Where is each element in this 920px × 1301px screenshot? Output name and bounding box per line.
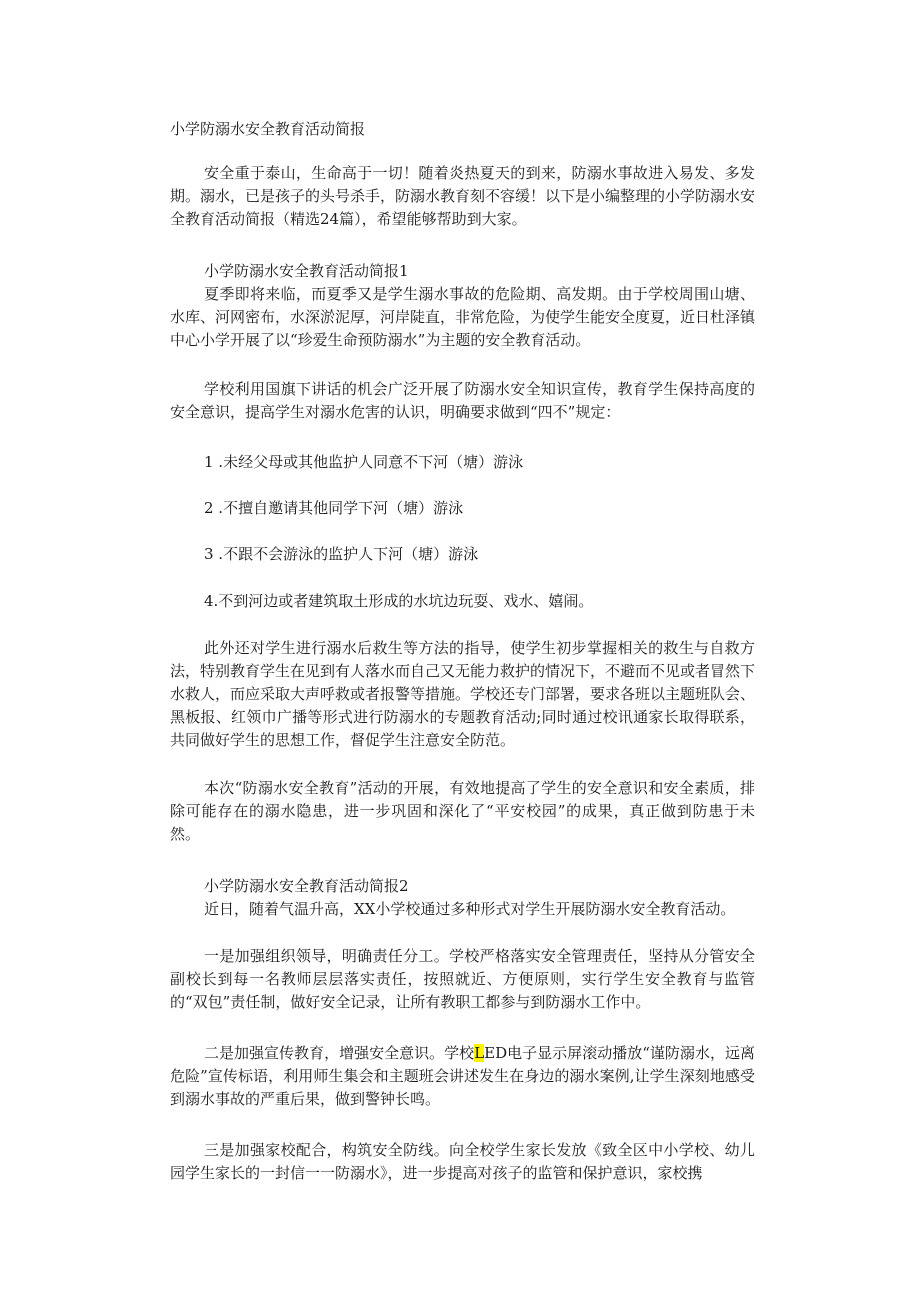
section2-paragraph-2: 一是加强组织领导，明确责任分工。学校严格落实安全管理责任，坚持从分管安全副校长到每一名教师层层落实责任，按照就近、方便原则，实行学生安全教育与监管的“双包”责任制，做好安全记录，让所有教职工都参与到防溺水工作中。 (170, 947, 755, 1011)
section2-paragraph-1: 近日，随着气温升高，XX小学校通过多种形式对学生开展防溺水安全教育活动。 (204, 900, 736, 918)
section1-paragraph-2: 学校利用国旗下讲话的机会广泛开展了防溺水安全知识宣传，教育学生保持高度的安全意识，提高学生对溺水危害的认识，明确要求做到“四不”规定： (170, 380, 755, 421)
section2-heading: 小学防溺水安全教育活动简报2 (204, 877, 409, 895)
section1-heading: 小学防溺水安全教育活动简报1 (204, 262, 409, 280)
highlighted-text: L (474, 1044, 485, 1062)
paragraph-text: 二是加强宣传教育，增强安全意识。学校 (204, 1044, 475, 1062)
section1-paragraph-1: 夏季即将来临，而夏季又是学生溺水事故的危险期、高发期。由于学校周围山塘、水库、河网密布，水深淤泥厚，河岸陡直，非常危险，为使学生能安全度夏，近日杜泽镇中心小学开展了以“珍爱生命预防溺水”为主题的安全教育活动。 (170, 285, 756, 349)
section1-paragraph-3: 此外还对学生进行溺水后救生等方法的指导，使学生初步掌握相关的救生与自救方法，特别教育学生在见到有人落水而自己又无能力救护的情况下，不避而不见或者冒然下水救人，而应采取大声呼救或者报警等措施。学校还专门部署，要求各班以主题班队会、黑板报、红领巾广播等形式进行防溺水的专题教育活动;同时通过校讯通家长取得联系，共同做好学生的思想工作，督促学生注意安全防范。 (170, 639, 756, 749)
rule-item: 1 .未经父母或其他监护人同意不下河（塘）游泳 (204, 453, 524, 471)
section2-paragraph-4: 三是加强家校配合，构筑安全防线。向全校学生家长发放《致全区中小学校、幼儿园学生家长的一封信一一防溺水》，进一步提高对孩子的监管和保护意识，家校携 (170, 1141, 755, 1182)
section2-paragraph-3 (170, 1042, 755, 1111)
section1-paragraph-4: 本次“防溺水安全教育”活动的开展，有效地提高了学生的安全意识和安全素质，排除可能存在的溺水隐患，进一步巩固和深化了“平安校园”的成果，真正做到防患于未然。 (170, 779, 755, 843)
rule-item: 4.不到河边或者建筑取土形成的水坑边玩耍、戏水、嬉闹。 (204, 592, 594, 610)
paragraph-text: ED电子显示屏滚动播放“谨防溺水，远离危险”宣传标语，利用师生集会和主题班会讲述发生在身边的溺水案例,让学生深刻地感受到溺水事故的严重后果，做到警钟长鸣。 (170, 1044, 755, 1108)
document-title: 小学防溺水安全教育活动简报 (170, 120, 366, 138)
rule-item: 2 .不擅自邀请其他同学下河（塘）游泳 (204, 499, 464, 517)
rule-item: 3 .不跟不会游泳的监护人下河（塘）游泳 (204, 545, 479, 563)
intro-paragraph: 安全重于泰山，生命高于一切！随着炎热夏天的到来，防溺水事故进入易发、多发期。溺水，已是孩子的头号杀手，防溺水教育刻不容缓！以下是小编整理的小学防溺水安全教育活动简报（精选24篇），希望能够帮助到大家。 (170, 164, 756, 228)
